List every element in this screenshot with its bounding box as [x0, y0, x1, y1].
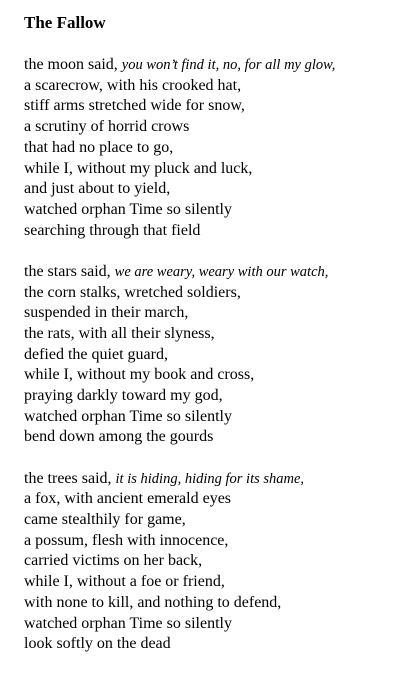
stanza-line: watched orphan Time so silently	[24, 614, 232, 632]
stanza-line: while I, without a foe or friend,	[24, 573, 225, 591]
poem-page	[24, 13, 414, 675]
stanza-line: suspended in their march,	[24, 304, 189, 322]
quoted-speech: you won’t find it, no, for all my glow,	[121, 57, 336, 73]
stanza-line: defied the quiet guard,	[24, 345, 168, 363]
stanza-line: watched orphan Time so silently	[24, 200, 232, 218]
stanza-line: the rats, with all their slyness,	[24, 324, 215, 342]
speaker-lead: the moon said,	[24, 56, 118, 73]
stanza-line: and just about to yield,	[24, 180, 171, 198]
stanza-line: searching through that field	[24, 221, 201, 239]
stanza-line: that had no place to go,	[24, 138, 174, 156]
stanza-line: with none to kill, and nothing to defend,	[24, 593, 282, 611]
stanza-line	[24, 55, 414, 76]
stanza-line: came stealthily for game,	[24, 511, 186, 529]
stanza-1	[24, 55, 414, 241]
stanza-2	[24, 262, 414, 448]
stanza-line: praying darkly toward my god,	[24, 387, 223, 405]
speaker-lead: the stars said,	[24, 262, 111, 280]
stanza-line: while I, without my pluck and luck,	[24, 159, 253, 177]
stanza-line: carried victims on her back,	[24, 552, 203, 570]
quoted-speech: we are weary, weary with our watch,	[114, 263, 329, 280]
stanza-line	[24, 469, 414, 490]
stanza-line: watched orphan Time so silently	[24, 407, 232, 425]
stanza-line: while I, without my book and cross,	[24, 366, 255, 384]
stanza-line: a scrutiny of horrid crows	[24, 118, 190, 136]
quoted-speech: it is hiding, hiding for its shame,	[115, 470, 305, 487]
poem-title: The Fallow	[24, 13, 106, 32]
stanza-line: a fox, with ancient emerald eyes	[24, 490, 232, 508]
speaker-lead: the trees said,	[24, 469, 112, 487]
stanza-line: look softly on the dead	[24, 635, 171, 653]
stanza-line: a possum, flesh with innocence,	[24, 531, 229, 549]
stanza-line: a scarecrow, with his crooked hat,	[24, 76, 242, 94]
stanza-line	[24, 262, 414, 283]
stanza-line: bend down among the gourds	[24, 428, 214, 446]
stanza-line: the corn stalks, wretched soldiers,	[24, 283, 241, 301]
stanza-line: stiff arms stretched wide for snow,	[24, 97, 245, 115]
stanza-3	[24, 469, 414, 655]
